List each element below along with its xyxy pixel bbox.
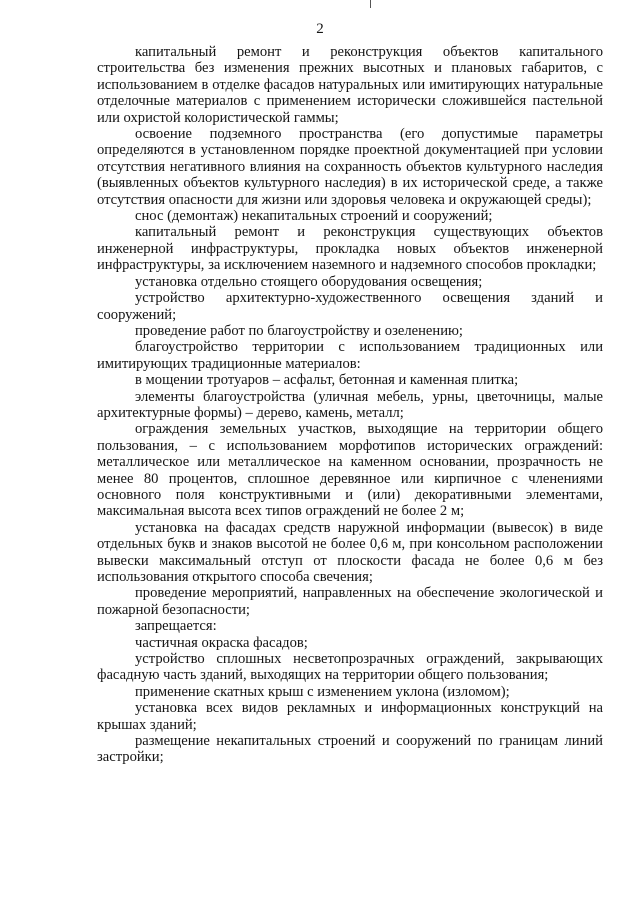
- paragraph-pitched-roofs: применение скатных крыш с изменением уклона (изломом);: [135, 683, 510, 700]
- paragraph-opaque-fences: устройство сплошных несветопрозрачных ограждений, закрывающих фасадную часть зданий, выходящих на территории общего пользования;: [97, 651, 603, 684]
- paragraph-territory-improvement: благоустройство территории с использованием традиционных или имитирующих традиционные материалов:: [97, 339, 603, 372]
- paragraph-demolition: снос (демонтаж) некапитальных строений и сооружений;: [135, 208, 493, 225]
- page-number: 2: [316, 21, 324, 37]
- paragraph-underground-space: освоение подземного пространства (его допустимые параметры определяются в установленном порядке проектной документацией при условии отсутствия негативного влияния на сохранность объектов культурного наследия (выявленных объектов культурного наследия) в их исторической среде, а также отсутствия опасности для жизни или здоровья человека и окружающей среды);: [97, 126, 603, 208]
- paragraph-engineering-infrastructure: капитальный ремонт и реконструкция существующих объектов инженерной инфраструктуры, прокладка новых объектов инженерной инфраструктуры, за исключением наземного и надземного способов прокладки;: [97, 224, 603, 274]
- document-body: [97, 44, 603, 766]
- scan-artifact-mark: [370, 0, 371, 8]
- paragraph-signage: установка на фасадах средств наружной информации (вывесок) в виде отдельных букв и знаков высотой не более 0,6 м, при консольном расположении вывески максимальный отступ от плоскости фасада не более 0,6 м без использования открытого способа свечения;: [97, 519, 603, 585]
- paragraph-partial-painting: частичная окраска фасадов;: [135, 634, 308, 651]
- paragraph-fences: ограждения земельных участков, выходящие на территории общего пользования, – с использованием морфотипов исторических ограждений: металлическое или металлическое на каменном основании, прозрачность не менее 80 процентов, сплошное деревянное или кирпичное с членениями основного поля конструктивными и (или) декоративными элементами, максимальная высота всех типов ограждений не более 2 м;: [97, 421, 603, 520]
- paragraph-architectural-lighting: устройство архитектурно-художественного освещения зданий и сооружений;: [97, 290, 603, 323]
- paragraph-landscaping: проведение работ по благоустройству и озеленению;: [135, 322, 463, 339]
- paragraph-safety-measures: проведение мероприятий, направленных на обеспечение экологической и пожарной безопасности;: [97, 585, 603, 618]
- paragraph-prohibited-heading: запрещается:: [135, 618, 217, 635]
- paragraph-roof-advertising: установка всех видов рекламных и информационных конструкций на крышах зданий;: [97, 700, 603, 733]
- paragraph-improvement-elements: элементы благоустройства (уличная мебель, урны, цветочницы, малые архитектурные формы) – дерево, камень, металл;: [97, 388, 603, 421]
- paragraph-sidewalk-paving: в мощении тротуаров – асфальт, бетонная и каменная плитка;: [135, 372, 519, 389]
- paragraph-capital-repair: капитальный ремонт и реконструкция объектов капитального строительства без изменения прежних высотных и плановых габаритов, с использованием в отделке фасадов натуральных или имитирующих натуральные отделочные материалов с применением исторически сложившейся пастельной или охристой колористической гаммы;: [97, 44, 603, 126]
- paragraph-lighting-equipment: установка отдельно стоящего оборудования освещения;: [135, 273, 483, 290]
- paragraph-temporary-structures: размещение некапитальных строений и сооружений по границам линий застройки;: [97, 733, 603, 766]
